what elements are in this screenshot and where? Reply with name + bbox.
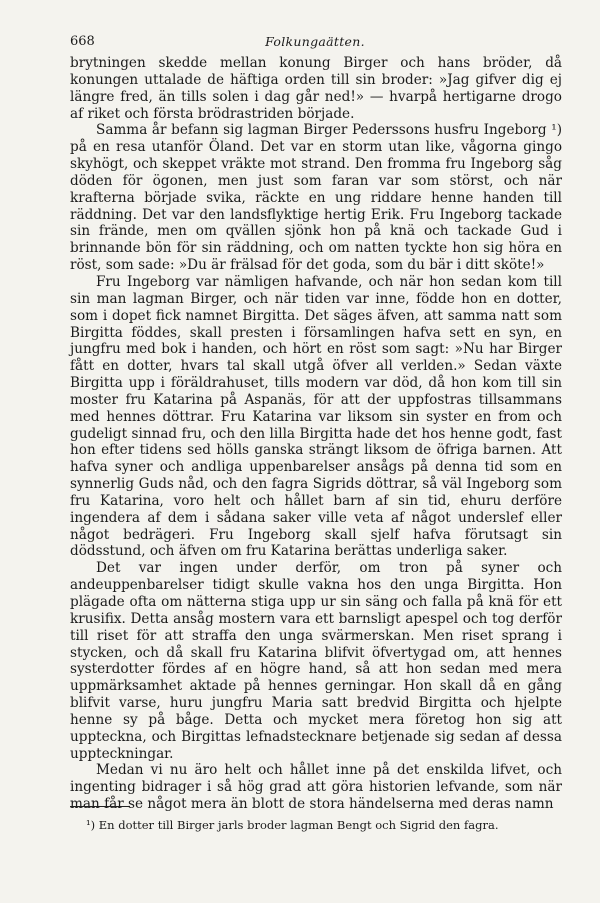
footnote-divider (70, 806, 130, 807)
paragraph-4: Det var ingen under derför, om tron på syner och andeuppenbarelser tidigt skulle vakna hos den unga Birgitta. Hon plägade ofta om nätterna stiga upp ur sin säng och falla på knä för ett krusifix. Detta ansåg mostern vara ett barnsligt apespel och tog derför till riset för att straffa den unga svärmerskan. Men riset sprang i stycken, och då skall fru Katarina blifvit öfvertygad om, att hennes systerdotter fördes af en högre hand, så att hon sedan med mera uppmärksamhet aktade på hennes gerningar. Hon skall då en gång blifvit varse, huru jungfru Maria satt bredvid Birgitta och hjelpte henne sy på båge. Detta och mycket mera företog hon sig att uppteckna, och Birgittas lefnadstecknare betjenade sig sedan af dessa uppteckningar. (70, 560, 562, 762)
paragraph-1: brytningen skedde mellan konung Birger och hans bröder, då konungen uttalade de häftiga orden till sin broder: »Jag gifver dig ej längre fred, än tills solen i dag går ned!» — hvarpå hertigarne drogo af riket och första brödrastriden började. (70, 55, 562, 122)
paragraph-3: Fru Ingeborg var nämligen hafvande, och när hon sedan kom till sin man lagman Birger, och när tiden var inne, födde hon en dotter, som i dopet fick namnet Birgitta. Det säges äfven, att samma natt som Birgitta föddes, skall presten i församlingen hafva sett en syn, en jungfru med bok i handen, och hört en röst som sagt: »Nu har Birger fått en dotter, hvars tal skall utgå öfver all verlden.» Sedan växte Birgitta upp i föräldrahuset, tills modern var död, då hon kom till sin moster fru Katarina på Aspanäs, för att der uppfostras tillsammans med hennes döttrar. Fru Katarina var liksom sin syster en from och gudeligt sinnad fru, och den lilla Birgitta hade det hos henne godt, fast hon efter tidens sed hölls ganska strängt liksom de öfriga barnen. Att hafva syner och andliga uppenbarelser ansågs på denna tid som en synnerlig Guds nåd, och den fagra Sigrids döttrar, så väl Ingeborg som fru Katarina, voro helt och hållet barn af sin tid, ehuru derföre ingendera af dem i sådana saker ville veta af något underslef eller något bedrägeri. Fru Ingeborg skall sjelf hafva förutsagt sin dödsstund, och äfven om fru Katarina berättas underliga saker. (70, 273, 562, 560)
paragraph-2: Samma år befann sig lagman Birger Pederssons husfru Ingeborg ¹) på en resa utanför Öland. Det var en storm utan like, vågorna gingo skyhögt, och skeppet vräkte mot strand. Den fromma fru Ingeborg såg döden för ögonen, men just som faran var som störst, och när krafterna började svika, räckte en ung riddare henne handen till räddning. Det var den landsflyktige hertig Erik. Fru Ingeborg tackade sin frände, men om qvällen sjönk hon på knä och tackade Gud i brinnande bön för sin räddning, och om natten tyckte hon sig höra en röst, som sade: »Du är frälsad för det goda, som du bär i ditt sköte!» (70, 122, 562, 274)
paragraph-5: Medan vi nu äro helt och hållet inne på det enskilda lifvet, och ingenting bidrager i så hög grad att göra historien lefvande, som när man får se något mera än blott de stora händelserna med deras namn (70, 762, 562, 813)
body-text (70, 55, 562, 813)
page-header (70, 34, 560, 52)
running-title: Folkungaätten. (265, 34, 365, 49)
footnote: ¹) En dotter till Birger jarls broder lagman Bengt och Sigrid den fagra. (86, 818, 499, 832)
page-number: 668 (70, 34, 95, 49)
